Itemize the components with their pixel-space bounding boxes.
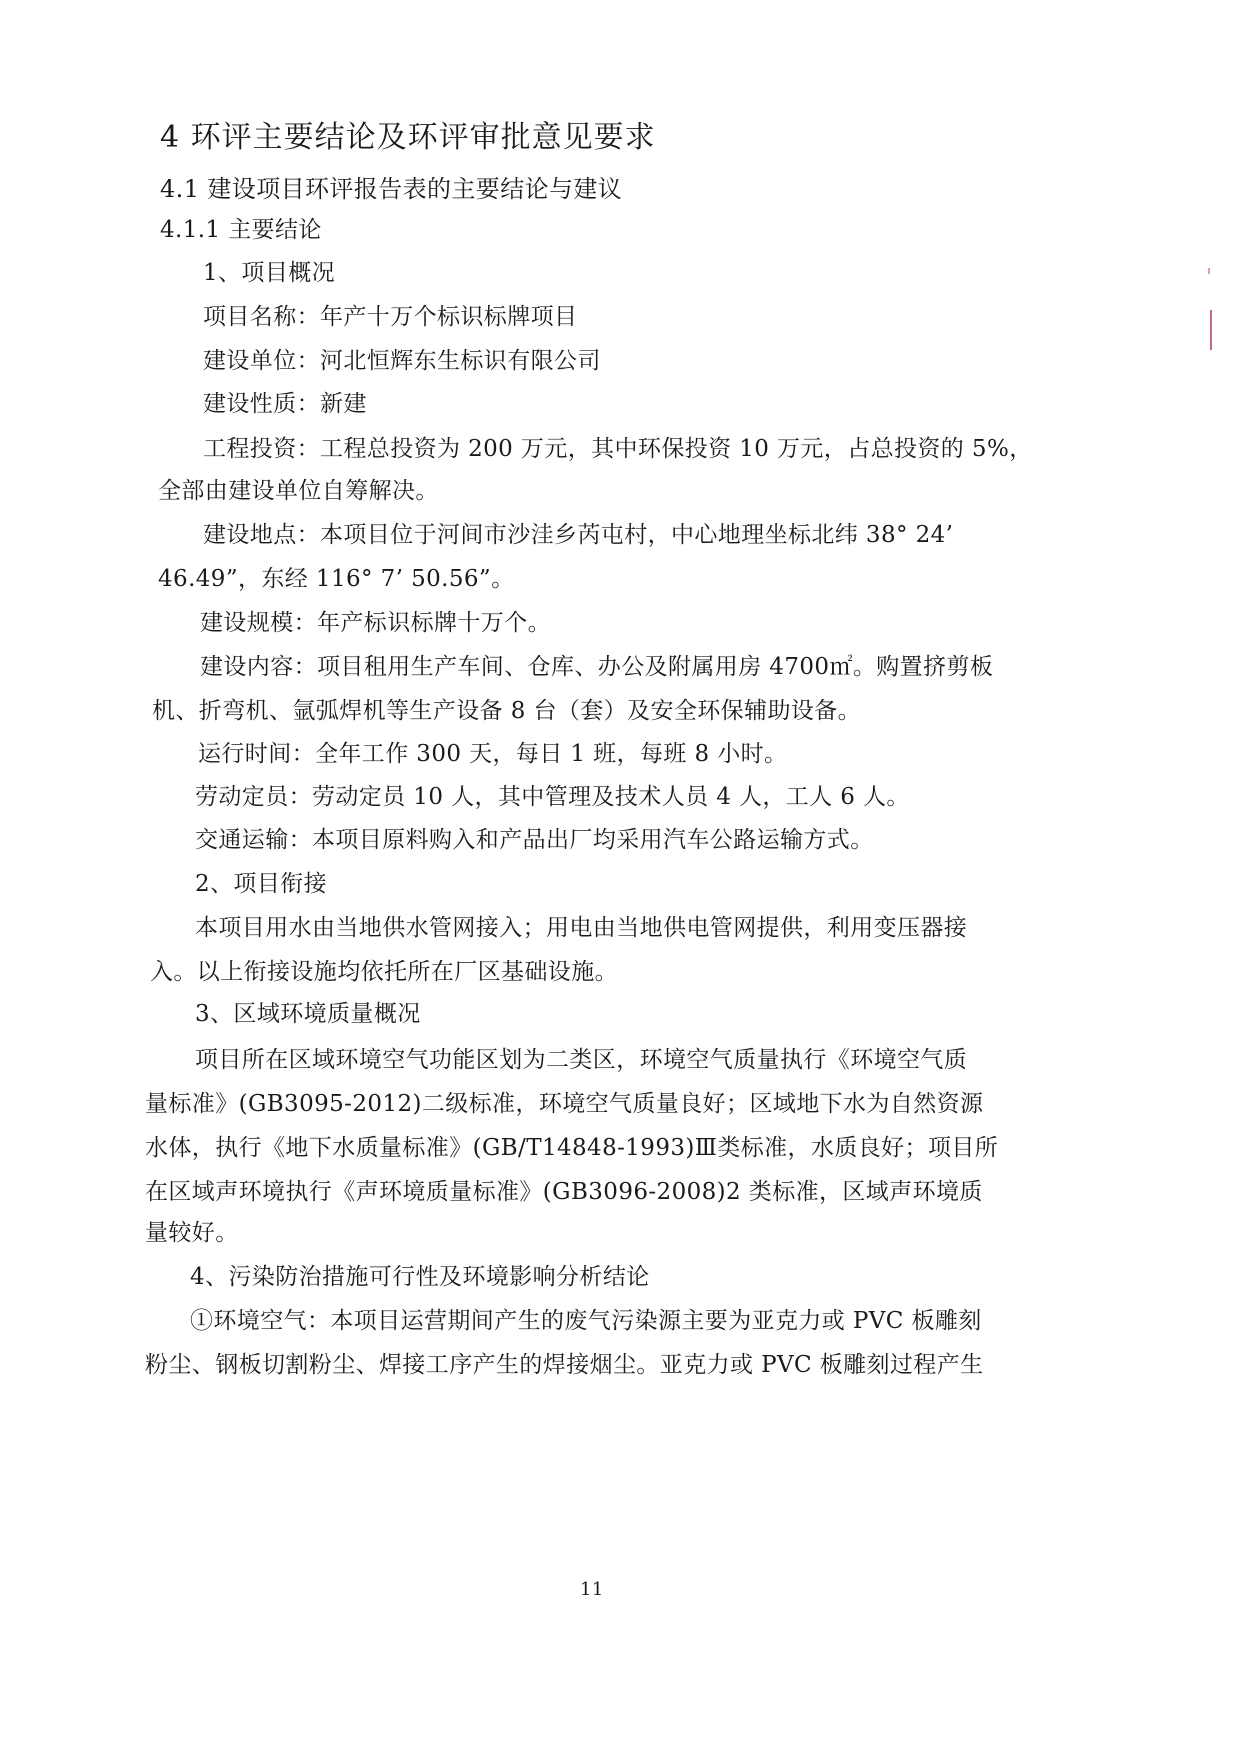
paragraph-line: 全部由建设单位自筹解决。 xyxy=(158,478,439,504)
paragraph-line: 运行时间：全年工作 300 天，每日 1 班，每班 8 小时。 xyxy=(198,741,788,767)
paragraph-line: 2、项目衔接 xyxy=(195,871,328,897)
paragraph-line: 工程投资：工程总投资为 200 万元，其中环保投资 10 万元，占总投资的 5%， xyxy=(203,436,1033,462)
paragraph-line: 建设单位：河北恒辉东生标识有限公司 xyxy=(203,348,601,374)
paragraph-line: 粉尘、钢板切割粉尘、焊接工序产生的焊接烟尘。亚克力或 PVC 板雕刻过程产生 xyxy=(145,1352,984,1378)
page-number: 11 xyxy=(580,1579,604,1600)
paragraph-line: 机、折弯机、氩弧焊机等生产设备 8 台（套）及安全环保辅助设备。 xyxy=(152,698,862,724)
paragraph-line: 3、区域环境质量概况 xyxy=(195,1001,421,1027)
paragraph-line: 在区域声环境执行《声环境质量标准》(GB3096-2008)2 类标准，区域声环境质 xyxy=(145,1179,983,1205)
paragraph-line: 本项目用水由当地供水管网接入；用电由当地供电管网提供，利用变压器接 xyxy=(195,915,968,941)
paragraph-line: 水体，执行《地下水质量标准》(GB/T14848-1993)Ⅲ类标准，水质良好；项目所 xyxy=(145,1135,999,1161)
paragraph-line: 劳动定员：劳动定员 10 人，其中管理及技术人员 4 人，工人 6 人。 xyxy=(195,784,910,810)
paragraph-line: 建设规模：年产标识标牌十万个。 xyxy=(200,610,551,636)
paragraph-line: 46.49”，东经 116° 7’ 50.56”。 xyxy=(158,566,515,592)
paragraph-line: 建设地点：本项目位于河间市沙洼乡芮屯村，中心地理坐标北纬 38° 24’ xyxy=(203,522,954,548)
paragraph-line: 建设性质：新建 xyxy=(203,391,367,417)
paragraph-line: 项目所在区域环境空气功能区划为二类区，环境空气质量执行《环境空气质 xyxy=(195,1047,968,1073)
section-heading: 4 环评主要结论及环评审批意见要求 xyxy=(160,120,656,155)
paragraph-line: 量较好。 xyxy=(145,1220,239,1246)
subsubsection-heading: 4.1.1 主要结论 xyxy=(160,217,322,243)
paragraph-line: ①环境空气：本项目运营期间产生的废气污染源主要为亚克力或 PVC 板雕刻 xyxy=(190,1308,982,1334)
scan-mark xyxy=(1210,310,1212,350)
scan-mark xyxy=(1208,268,1210,274)
paragraph-line: 项目名称：年产十万个标识标牌项目 xyxy=(203,304,578,330)
paragraph-line: 建设内容：项目租用生产车间、仓库、办公及附属用房 4700㎡。购置挤剪板 xyxy=(200,654,994,680)
paragraph-line: 1、项目概况 xyxy=(203,260,336,286)
subsection-heading: 4.1 建设项目环评报告表的主要结论与建议 xyxy=(160,175,623,203)
paragraph-line: 入。以上衔接设施均依托所在厂区基础设施。 xyxy=(150,959,618,985)
paragraph-line: 量标准》(GB3095-2012)二级标准，环境空气质量良好；区域地下水为自然资源 xyxy=(145,1091,984,1117)
paragraph-line: 交通运输：本项目原料购入和产品出厂均采用汽车公路运输方式。 xyxy=(195,827,874,853)
paragraph-line: 4、污染防治措施可行性及环境影响分析结论 xyxy=(190,1264,650,1290)
